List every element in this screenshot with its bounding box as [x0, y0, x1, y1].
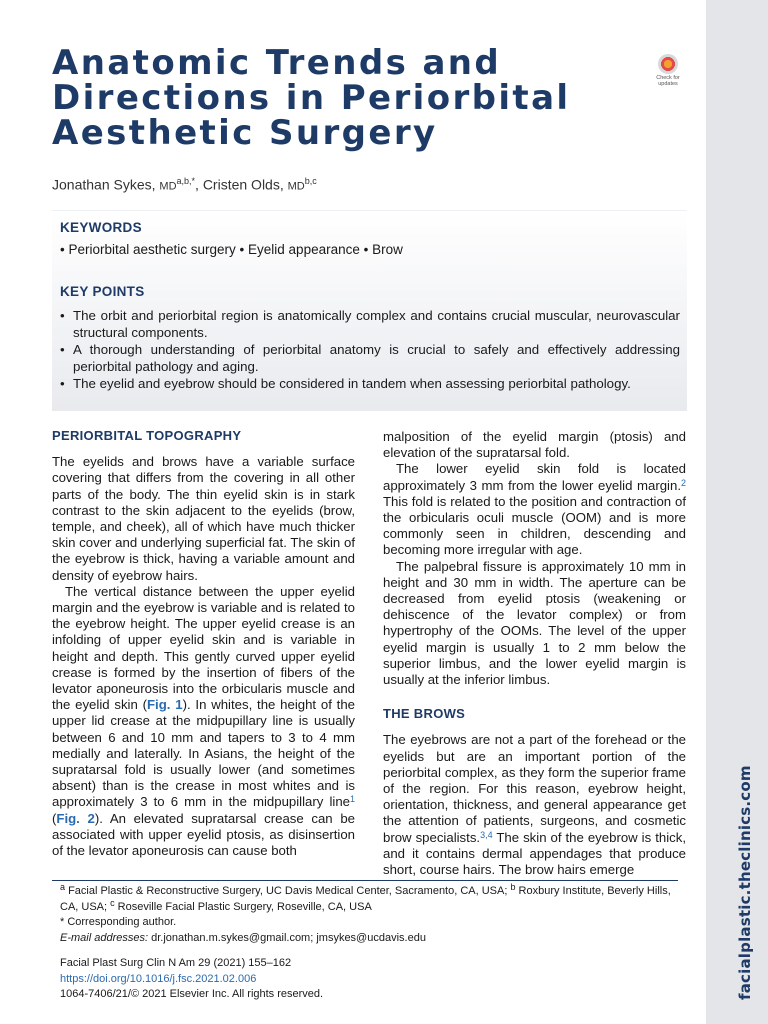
affiliations: $^a$ Facial Plastic & Reconstructive Surgery, UC Davis Medical Center, Sacramento, CA, USA; $^b$ Roxbury Institute, Beverly Hills, CA, USA; $^c$ Roseville Facial Plastic Surgery, Roseville, CA, USA	[60, 882, 671, 913]
section-heading-brows: THE BROWS	[383, 706, 466, 722]
key-point-item: • A thorough understanding of periorbital anatomy is crucial to safely and effectively addressing periorbital pathology and aging.	[60, 342, 680, 375]
fig-2-link[interactable]: Fig. 2	[56, 810, 95, 826]
reference-2-link[interactable]: 2	[680, 477, 686, 488]
reference-3-4-link[interactable]: 3,4	[480, 829, 493, 840]
fig-1-link[interactable]: Fig. 1	[147, 697, 183, 713]
key-point-item: • The eyelid and eyebrow should be considered in tandem when assessing periorbital pathology.	[60, 376, 680, 393]
email-addresses: E-mail addresses: dr.jonathan.m.sykes@gmail.com; jmsykes@ucdavis.edu	[60, 931, 426, 944]
footnote-divider	[52, 880, 678, 881]
issn-copyright: 1064-7406/21/© 2021 Elsevier Inc. All rights reserved.	[60, 988, 324, 1000]
article-title: Anatomic Trends and Directions in Periorbital Aesthetic Surgery	[52, 43, 571, 153]
citation: Facial Plast Surg Clin N Am 29 (2021) 155–162	[60, 957, 292, 969]
check-for-updates-badge[interactable]	[648, 54, 688, 88]
crossmark-icon	[658, 54, 678, 74]
email-links[interactable]: dr.jonathan.m.sykes@gmail.com; jmsykes@ucdavis.edu	[148, 931, 426, 944]
check-for-updates-label: Check for updates	[656, 75, 680, 87]
reference-1-link[interactable]: 1	[349, 794, 355, 805]
journal-url-vertical[interactable]: facialplastic.theclinics.com	[736, 765, 754, 1000]
footnotes	[60, 884, 680, 946]
paragraph: The eyelids and brows have a variable surface covering that differs from the covering in all other parts of the body. The thin eyelid skin is in stark contrast to the skin adjacent to the eyelids (brow, temple, and cheek), all of which have much thicker skin cover and underlying superficial fat. The skin of the eyebrow is thick, having a variable amount and density of eyebrow hairs.	[52, 454, 355, 583]
key-points-list	[60, 308, 680, 394]
corresponding-author: * Corresponding author.	[60, 916, 177, 928]
keywords-heading: KEYWORDS	[60, 220, 142, 235]
section-heading-topography: PERIORBITAL TOPOGRAPHY	[52, 428, 242, 443]
doi-link[interactable]: https://doi.org/10.1016/j.fsc.2021.02.006	[60, 972, 257, 985]
left-column	[52, 428, 355, 859]
journal-info	[60, 956, 323, 1003]
right-column	[383, 429, 686, 878]
paragraph: malposition of the eyelid margin (ptosis) and elevation of the supratarsal fold.	[383, 429, 686, 461]
paragraph: The palpebral fissure is approximately 10 mm in height and 30 mm in width. The aperture can be decreased from eyelid ptosis (weakening or dehiscence of the levator complex) or from hypertrophy of the OOMs. The level of the upper eyelid margin is usually 1 to 2 mm below the superior limbus, and the lower eyelid margin is usually at the inferior limbus.	[383, 558, 686, 688]
author-line: Jonathan Sykes, $MD^{a,b,*}$, Cristen Olds, MD$^{b,c}$	[52, 176, 317, 193]
paragraph: The lower eyelid skin fold is located approximately 3 mm from the lower eyelid margin.$^2$ This fold is related to the position and contraction of the orbicularis oculi muscle (OOM) and is more commonly seen in children, descending and becoming more irregular with age.	[383, 461, 686, 558]
key-points-heading: KEY POINTS	[60, 284, 145, 299]
paragraph: The vertical distance between the upper eyelid margin and the eyebrow is variable and is related to the eyebrow height. The upper eyelid crease is an infolding of upper eyelid skin and is variable in height and depth. This gently curved upper eyelid crease is formed by the insertion of fibers of the levator aponeurosis into the orbicularis muscle and the eyelid skin (Fig. 1). In whites, the height of the upper lid crease at the midpupillary line is usually between 6 and 10 mm and tapers to 3 to 4 mm medially and laterally. In Asians, the height of the supratarsal fold is usually lower (and sometimes absent) than is the crease in most whites and is approximately 3 to 6 mm in the midpupillary line$^1$ (Fig. 2). An elevated supratarsal crease can be associated with upper eyelid ptosis, as disinsertion of the levator aponeurosis can cause both	[52, 583, 355, 859]
paragraph: The eyebrows are not a part of the forehead or the eyelids but are an important portion of the periorbital complex, as they form the superior frame of the region. For this reason, eyebrow height, orientation, thickness, and general appearance get the attention of patients, surgeons, and cosmetic brow specialists.$^{3,4}$ The skin of the eyebrow is thick, and it contains dermal appendages that produce short, course hairs. The brow hairs emerge	[383, 732, 686, 878]
keywords-list: • Periorbital aesthetic surgery • Eyelid appearance • Brow	[60, 242, 403, 257]
key-point-item: • The orbit and periorbital region is anatomically complex and contains crucial muscular, neurovascular structural components.	[60, 308, 680, 341]
